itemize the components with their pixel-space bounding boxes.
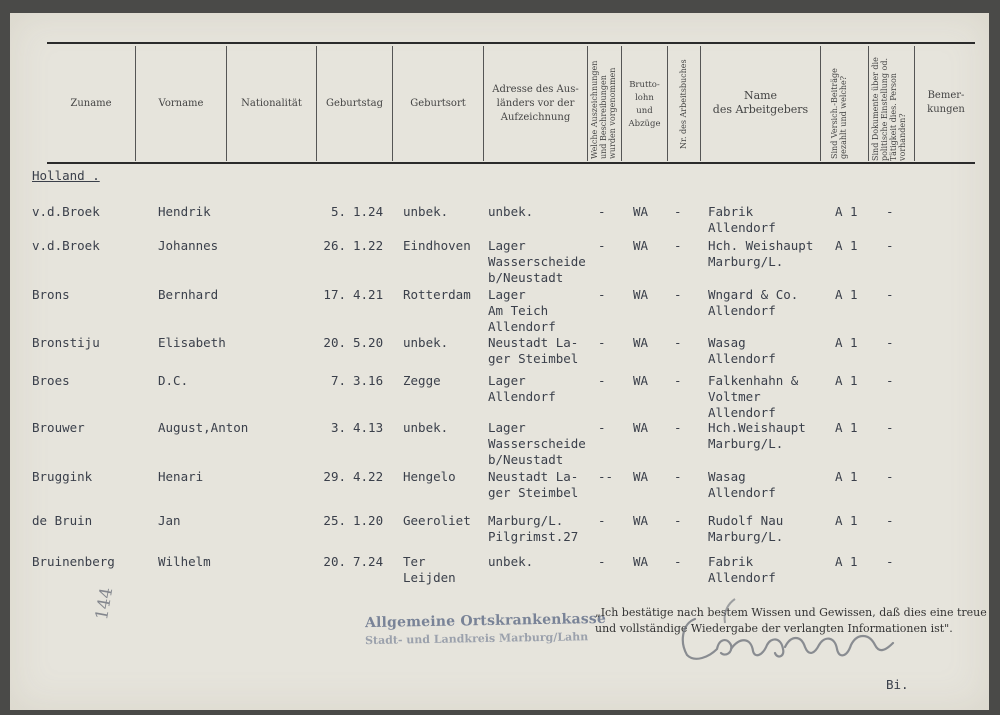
cell-arbeitgeber: Voltmer xyxy=(708,389,761,404)
header-brutto-line: Brutto- xyxy=(629,80,660,90)
cell-auszeichnungen: - xyxy=(598,554,606,569)
cell-dokumente: - xyxy=(886,238,894,253)
header-dokumente-line: Tätigkeit dies. Person xyxy=(889,73,898,161)
cell-vorname: Hendrik xyxy=(158,204,211,219)
cell-brutto: WA xyxy=(633,420,649,435)
cell-zuname: v.d.Broek xyxy=(32,204,100,219)
cell-arbeitgeber: Allendorf xyxy=(708,405,776,420)
cell-arbeitgeber: Hch. Weishaupt xyxy=(708,238,814,253)
cell-arbeitsbuch: - xyxy=(674,469,682,484)
institution-stamp xyxy=(364,610,607,648)
cell-arbeitsbuch: - xyxy=(674,238,682,253)
cell-dokumente: - xyxy=(886,287,894,302)
header-geburtstag: Geburtstag xyxy=(325,98,384,109)
header-adresse xyxy=(484,83,587,125)
cell-arbeitgeber: Fabrik xyxy=(708,204,754,219)
cell-brutto: WA xyxy=(633,513,649,528)
cell-adresse: Allendorf xyxy=(488,389,556,404)
cell-zuname: Bronstiju xyxy=(32,335,100,350)
header-versich xyxy=(830,68,848,159)
stamp-line: Allgemeine Ortskrankenkasse xyxy=(364,610,607,632)
cell-arbeitsbuch: - xyxy=(674,373,682,388)
cell-versich: A 1 xyxy=(835,204,858,219)
cell-adresse: Am Teich xyxy=(488,303,549,318)
cell-arbeitgeber: Marburg/L. xyxy=(708,436,784,451)
cell-adresse: unbek. xyxy=(488,554,534,569)
cell-geburtstag-day: 3. xyxy=(330,420,346,435)
header-brutto-line: und xyxy=(636,106,653,116)
cell-brutto: WA xyxy=(633,335,649,350)
cell-arbeitsbuch: - xyxy=(674,335,682,350)
header-zuname: Zuname xyxy=(70,98,112,109)
header-auszeichnungen-line: wurden vorgenommen xyxy=(608,67,617,159)
cell-auszeichnungen: - xyxy=(598,238,606,253)
header-bemerkungen-line: Bemer- xyxy=(927,90,965,101)
cell-adresse: Lager xyxy=(488,420,526,435)
cell-zuname: Bruinenberg xyxy=(32,554,115,569)
handwritten-signature xyxy=(665,593,905,683)
cell-geburtstag-date: 4.22 xyxy=(353,469,384,484)
header-bemerkungen xyxy=(915,89,977,117)
cell-geburtstag-date: 1.22 xyxy=(353,238,384,253)
header-nationalitaet: Nationalität xyxy=(241,98,302,109)
cell-geburtstag-day: 17. xyxy=(323,287,346,302)
cell-adresse: ger Steimbel xyxy=(488,485,579,500)
cell-adresse: Lager xyxy=(488,238,526,253)
cell-arbeitgeber: Wasag xyxy=(708,469,746,484)
header-dokumente-line: Sind Dokumente über die xyxy=(871,57,880,161)
header-auszeichnungen-line: und Beschreibungen xyxy=(599,75,608,159)
cell-geburtsort: Rotterdam xyxy=(403,287,471,302)
cell-zuname: Brouwer xyxy=(32,420,85,435)
cell-versich: A 1 xyxy=(835,238,858,253)
cell-auszeichnungen: - xyxy=(598,513,606,528)
cell-geburtstag-date: 1.20 xyxy=(353,513,384,528)
cell-arbeitsbuch: - xyxy=(674,287,682,302)
cell-zuname: Bruggink xyxy=(32,469,93,484)
cell-adresse: Pilgrimst.27 xyxy=(488,529,579,544)
cell-dokumente: - xyxy=(886,204,894,219)
cell-vorname: Johannes xyxy=(158,238,219,253)
cell-vorname: Elisabeth xyxy=(158,335,226,350)
cell-vorname: Jan xyxy=(158,513,181,528)
cell-auszeichnungen: - xyxy=(598,335,606,350)
cell-geburtsort: Eindhoven xyxy=(403,238,471,253)
cell-arbeitgeber: Falkenhahn & xyxy=(708,373,799,388)
cell-dokumente: - xyxy=(886,420,894,435)
cell-versich: A 1 xyxy=(835,469,858,484)
col-sep xyxy=(820,46,821,161)
header-auszeichnungen-line: Welche Auszeichnungen xyxy=(590,60,599,159)
cell-versich: A 1 xyxy=(835,420,858,435)
cell-geburtstag-day: 25. xyxy=(323,513,346,528)
cell-geburtsort: Leijden xyxy=(403,570,456,585)
initials: Bi. xyxy=(886,677,909,692)
cell-geburtsort: Zegge xyxy=(403,373,441,388)
cell-zuname: v.d.Broek xyxy=(32,238,100,253)
header-arbeitgeber-line: des Arbeitgebers xyxy=(712,103,809,116)
cell-brutto: WA xyxy=(633,287,649,302)
cell-adresse: Wasserscheide xyxy=(488,254,586,269)
stamp-line: Stadt- und Landkreis Marburg/Lahn xyxy=(364,630,589,648)
statement-line: „Ich bestätige nach bestem Wissen und Gewissen, daß dies eine treue xyxy=(595,606,987,619)
cell-vorname: August,Anton xyxy=(158,420,249,435)
cell-geburtstag-day: 26. xyxy=(323,238,346,253)
col-sep xyxy=(868,46,869,161)
cell-dokumente: - xyxy=(886,373,894,388)
cell-adresse: Neustadt La- xyxy=(488,335,579,350)
cell-adresse: unbek. xyxy=(488,204,534,219)
cell-geburtstag-day: 20. xyxy=(323,554,346,569)
header-arbeitgeber-line: Name xyxy=(743,89,778,102)
header-auszeichnungen xyxy=(590,61,617,159)
cell-geburtsort: Hengelo xyxy=(403,469,456,484)
cell-arbeitgeber: Marburg/L. xyxy=(708,254,784,269)
cell-arbeitgeber: Allendorf xyxy=(708,303,776,318)
document-card xyxy=(10,13,989,710)
header-arbeitgeber xyxy=(701,89,820,117)
section-label: Holland . xyxy=(32,168,100,183)
cell-adresse: Lager xyxy=(488,287,526,302)
cell-brutto: WA xyxy=(633,469,649,484)
cell-brutto: WA xyxy=(633,373,649,388)
cell-adresse: Wasserscheide xyxy=(488,436,586,451)
cell-vorname: D.C. xyxy=(158,373,189,388)
header-adresse-line: Aufzeichnung xyxy=(500,112,571,123)
header-brutto xyxy=(622,79,667,131)
col-sep xyxy=(667,46,668,161)
cell-geburtstag-date: 1.24 xyxy=(353,204,384,219)
cell-zuname: de Bruin xyxy=(32,513,93,528)
cell-dokumente: - xyxy=(886,513,894,528)
cell-versich: A 1 xyxy=(835,287,858,302)
cell-geburtstag-day: 5. xyxy=(330,204,346,219)
cell-dokumente: - xyxy=(886,554,894,569)
header-bemerkungen-line: kungen xyxy=(927,104,965,115)
cell-zuname: Broes xyxy=(32,373,70,388)
cell-arbeitgeber: Hch.Weishaupt xyxy=(708,420,806,435)
cell-vorname: Wilhelm xyxy=(158,554,211,569)
cell-versich: A 1 xyxy=(835,373,858,388)
cell-arbeitgeber: Allendorf xyxy=(708,570,776,585)
cell-arbeitgeber: Allendorf xyxy=(708,351,776,366)
cell-arbeitsbuch: - xyxy=(674,554,682,569)
cell-geburtsort: Geeroliet xyxy=(403,513,471,528)
cell-arbeitgeber: Wngard & Co. xyxy=(708,287,799,302)
cell-adresse: Lager xyxy=(488,373,526,388)
cell-versich: A 1 xyxy=(835,335,858,350)
cell-arbeitgeber: Allendorf xyxy=(708,220,776,235)
header-dokumente-line: politische Einstellung od. xyxy=(880,57,889,161)
cell-geburtsort: unbek. xyxy=(403,335,449,350)
statement-line: und vollständige Wiedergabe der verlangten Informationen ist". xyxy=(595,622,953,635)
cell-geburtsort: unbek. xyxy=(403,204,449,219)
cell-geburtsort: unbek. xyxy=(403,420,449,435)
cell-geburtstag-day: 20. xyxy=(323,335,346,350)
cell-geburtstag-date: 3.16 xyxy=(353,373,384,388)
cell-geburtstag-date: 4.21 xyxy=(353,287,384,302)
cell-geburtstag-date: 7.24 xyxy=(353,554,384,569)
cell-adresse: Neustadt La- xyxy=(488,469,579,484)
cell-dokumente: - xyxy=(886,469,894,484)
header-adresse-line: länders vor der xyxy=(496,98,575,109)
cell-auszeichnungen: -- xyxy=(598,469,614,484)
col-sep xyxy=(587,46,588,161)
cell-geburtstag-day: 29. xyxy=(323,469,346,484)
cell-adresse: b/Neustadt xyxy=(488,452,564,467)
header-brutto-line: lohn xyxy=(635,93,654,103)
cell-arbeitgeber: Marburg/L. xyxy=(708,529,784,544)
cell-vorname: Henari xyxy=(158,469,204,484)
cell-brutto: WA xyxy=(633,554,649,569)
cell-arbeitsbuch: - xyxy=(674,204,682,219)
header-arbeitsbuch: Nr. des Arbeitsbuches xyxy=(679,59,688,149)
cell-arbeitgeber: Wasag xyxy=(708,335,746,350)
cell-adresse: ger Steimbel xyxy=(488,351,579,366)
cell-arbeitgeber: Rudolf Nau xyxy=(708,513,784,528)
cell-adresse: Allendorf xyxy=(488,319,556,334)
cell-zuname: Brons xyxy=(32,287,70,302)
cell-geburtstag-date: 4.13 xyxy=(353,420,384,435)
header-dokumente xyxy=(871,57,907,161)
cell-brutto: WA xyxy=(633,238,649,253)
header-adresse-line: Adresse des Aus- xyxy=(492,84,579,95)
cell-geburtstag-date: 5.20 xyxy=(353,335,384,350)
cell-brutto: WA xyxy=(633,204,649,219)
cell-arbeitsbuch: - xyxy=(674,513,682,528)
cell-geburtstag-day: 7. xyxy=(330,373,346,388)
cell-arbeitgeber: Fabrik xyxy=(708,554,754,569)
cell-auszeichnungen: - xyxy=(598,287,606,302)
header-vorname: Vorname xyxy=(158,98,204,109)
header-top-rule xyxy=(47,42,975,44)
cell-adresse: b/Neustadt xyxy=(488,270,564,285)
cell-auszeichnungen: - xyxy=(598,204,606,219)
cell-dokumente: - xyxy=(886,335,894,350)
cell-versich: A 1 xyxy=(835,513,858,528)
page-number: 144 xyxy=(92,586,118,622)
header-versich-line: gezahlt und welche? xyxy=(839,75,848,159)
cell-geburtsort: Ter xyxy=(403,554,426,569)
cell-arbeitgeber: Allendorf xyxy=(708,485,776,500)
cell-arbeitsbuch: - xyxy=(674,420,682,435)
header-dokumente-line: vorhanden? xyxy=(898,113,907,161)
header-brutto-line: Abzüge xyxy=(628,119,661,129)
cell-adresse: Marburg/L. xyxy=(488,513,564,528)
header-bottom-rule xyxy=(47,162,975,164)
cell-vorname: Bernhard xyxy=(158,287,219,302)
header-versich-line: Sind Versich.-Beiträge xyxy=(830,68,839,159)
cell-versich: A 1 xyxy=(835,554,858,569)
cell-auszeichnungen: - xyxy=(598,420,606,435)
header-geburtsort: Geburtsort xyxy=(410,98,466,109)
cell-auszeichnungen: - xyxy=(598,373,606,388)
